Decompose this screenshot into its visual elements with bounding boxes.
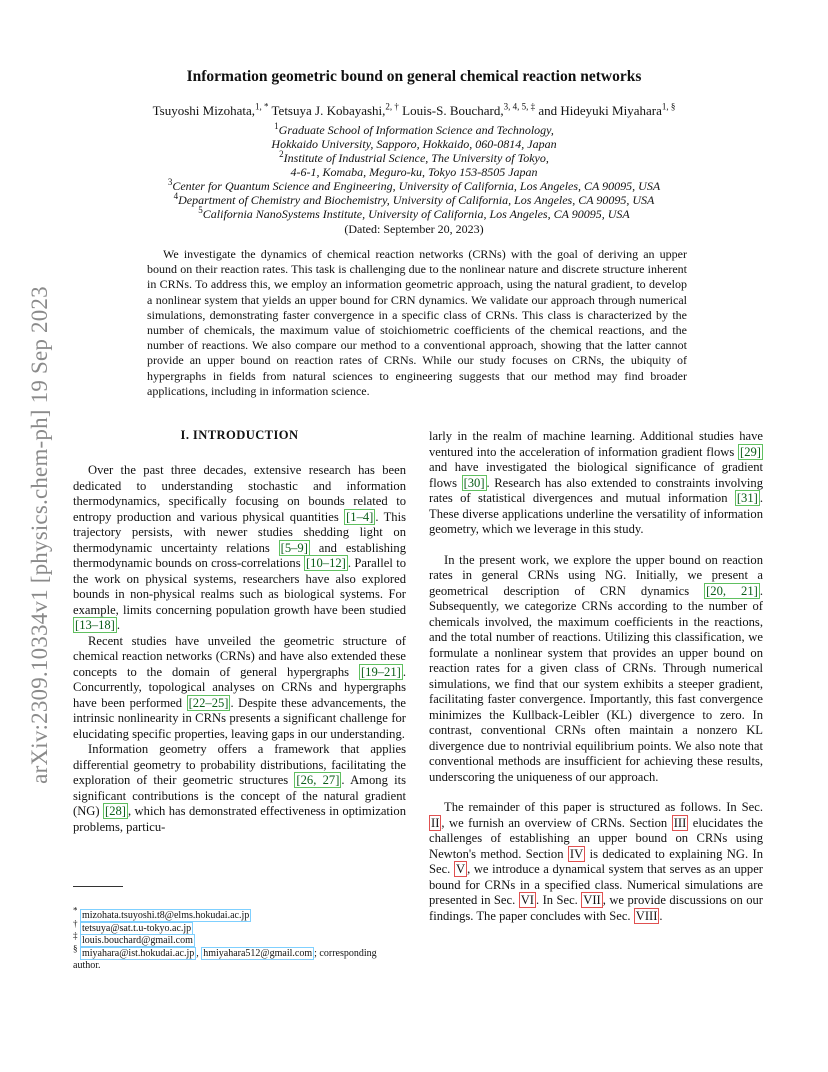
affiliation-line: 4-6-1, Komaba, Meguro-ku, Tokyo 153-8505 Japan	[290, 165, 538, 179]
citation-link[interactable]: [13–18]	[75, 618, 115, 632]
citation-link[interactable]: [20, 21]	[706, 583, 758, 598]
paragraph: Over the past three decades, extensive research has been dedicated to understanding stochastic and information thermodynamics, specifically focusing on bounds related to entropy production and various physical quantities [1–4] . This trajectory persists, with newer studies shedding light on thermodynamic uncertainty relations [5–9] and establishing thermodynamic bounds on cross-correlations [10–12] . Parallel to the work on physical systems, researchers have also explored bounds in non-physical realms such as biological systems. For example, limits concerning population growth have been studied [13–18] .	[73, 463, 406, 632]
email-link[interactable]: hmiyahara512@gmail.com	[203, 947, 313, 959]
affiliation-line: $^5$California NanoSystems Institute, University of California, Los Angeles, CA 90095, USA	[198, 205, 630, 221]
affiliation-line: $^2$Institute of Industrial Science, The University of Tokyo,	[279, 149, 549, 165]
affiliation-line: $^3$Center for Quantum Science and Engineering, University of California, Los Angeles, CA 90095, USA	[167, 177, 661, 193]
footnote: § miyahara@ist.hokudai.ac.jp , hmiyahara512@gmail.com ; corresponding author.	[73, 943, 377, 972]
paragraph: In the present work, we explore the upper bound on reaction rates in general CRNs using NG. Initially, we present a geometrical description of CRN dynamics [20, 21] . Subsequently, we categorize CRNs according to the number of chemicals involved, the maximum coefficients in the reactions, and the total number of reactions. Utilizing this classification, we formulate a nonlinear system that provides an upper bound on reaction rates for a given class of CRNs. Through numerical simulations, we find that our system exhibits a steeper gradient, facilitating faster convergence. Importantly, this fast convergence minimizes the Kullback-Leibler (KL) divergence to zero. In contrast, conventional CRNs often maintain a nonzero KL divergence due to nontrivial equilibrium points. We also note that conventional methods are insufficient for achieving these results, underscoring the uniqueness of our approach.	[429, 552, 763, 784]
citation-link[interactable]: [28]	[105, 804, 126, 818]
section-heading-introduction: I. INTRODUCTION	[180, 428, 299, 442]
author-name: Louis-S. Bouchard,	[402, 103, 504, 118]
citation-link[interactable]: [31]	[736, 491, 758, 505]
footnotes	[73, 905, 406, 973]
author-affil[interactable]: 1, §	[661, 101, 676, 112]
paragraph: Recent studies have unveiled the geometric structure of chemical reaction networks (CRNs) and have also extended these concepts to the domain of general hypergraphs [19–21] . Concurrently, topological analyses on CRNs and hypergraphs have been performed [22–25] . Despite these advancements, the intrinsic nonlinearity in CRNs presents a significant challenge for elucidating specific properties, leaving gaps in our understanding.	[73, 633, 406, 741]
email-link[interactable]: tetsuya@sat.t.u-tokyo.ac.jp	[82, 922, 192, 934]
section-link[interactable]: VIII	[635, 908, 658, 923]
email-link[interactable]: miyahara@ist.hokudai.ac.jp	[82, 947, 195, 959]
left-column	[73, 463, 406, 835]
author-name: Tsuyoshi Mizohata,	[152, 103, 255, 118]
section-link[interactable]: IV	[569, 846, 584, 861]
author-affil[interactable]: 1, *	[255, 101, 269, 112]
email-link[interactable]: louis.bouchard@gmail.com	[82, 935, 193, 947]
paragraph: The remainder of this paper is structured as follows. In Sec. II , we furnish an overview of CRNs. Section III elucidates the challenges of establishing an upper bound on CRNs using Newton's method. Section IV is dedicated to explaining NG. In Sec. V , we introduce a dynamical system that serves as an upper bound for CRNs in a specified class. Numerical simulations are presented in Sec. VI . In Sec. VII , we provide discussions on our findings. The paper concludes with Sec. VIII .	[429, 800, 764, 923]
citation-link[interactable]: [1–4]	[346, 509, 374, 524]
citation-link[interactable]: [22–25]	[188, 695, 229, 710]
right-column	[429, 429, 763, 924]
footnote-rule	[73, 886, 123, 887]
affiliation-list	[0, 123, 828, 236]
footnote: ‡ louis.bouchard@gmail.com	[73, 930, 193, 947]
section-link[interactable]: III	[673, 815, 687, 830]
paper-title: Information geometric bound on general chemical reaction networks	[186, 68, 642, 85]
author-name: and Hideyuki Miyahara	[538, 103, 662, 118]
arxiv-sidebar-stamp	[20, 240, 60, 830]
section-link[interactable]: II	[431, 815, 440, 830]
author-affil[interactable]: 3, 4, 5, ‡	[503, 101, 536, 112]
section-link[interactable]: VII	[583, 893, 601, 907]
citation-link[interactable]: [30]	[463, 475, 485, 490]
abstract-text: We investigate the dynamics of chemical reaction networks (CRNs) with the goal of deriving an upper bound on their reaction rates. This task is challenging due to the nonlinear nature and discrete structure inherent in CRNs. To address this, we employ an information geometric approach, using the natural gradient, to develop a nonlinear system that yields an upper bound for CRN dynamics. We validate our approach through numerical simulations, demonstrating faster convergence in a specific class of CRNs. This class is characterized by the number of chemicals, the maximum value of stoichiometric coefficients of the chemical reactions, and the number of reactions. We also compare our method to a conventional approach, showing that the latter cannot provide an upper bound on reaction rates of CRNs. While our study focuses on CRNs, the ubiquity of hypergraphs in fields from natural sciences to engineering suggests that our method may find broader applications, including in information science.	[147, 247, 687, 398]
email-link[interactable]: mizohata.tsuyoshi.t8@elms.hokudai.ac.jp	[82, 910, 250, 921]
abstract	[147, 247, 687, 399]
footnote: † tetsuya@sat.t.u-tokyo.ac.jp	[73, 918, 192, 934]
affiliation-line: $^1$Graduate School of Information Science and Technology,	[274, 121, 554, 137]
citation-link[interactable]: [19–21]	[360, 664, 401, 679]
dated-line: (Dated: September 20, 2023)	[344, 222, 484, 236]
arxiv-identifier: arXiv:2309.10334v1 [physics.chem-ph] 19 Sep 2023	[27, 286, 52, 784]
affiliation-line: $^4$Department of Chemistry and Biochemistry, University of California, Los Angeles, CA 90095, USA	[173, 191, 655, 207]
paragraph: Information geometry offers a framework that applies differential geometry to probability distributions, facilitating the exploration of their geometric structures [26, 27] . Among its significant contributions is the concept of the natural gradient (NG) [28] , which has demonstrated effectiveness in optimization problems, particu-	[73, 742, 406, 834]
author-name: Tetsuya J. Kobayashi,	[271, 103, 386, 118]
citation-link[interactable]: [29]	[740, 444, 761, 459]
paragraph: larly in the realm of machine learning. Additional studies have ventured into the acceleration of information gradient flows [29] and have investigated the biological significance of gradient flows [30] . Research has also extended to constraints involving rates of statistical divergences and mutual information [31] . These diverse applications underline the versatility of information geometry, which we leverage in this study.	[429, 429, 763, 536]
citation-link[interactable]: [26, 27]	[296, 773, 340, 787]
footnote: * mizohata.tsuyoshi.t8@elms.hokudai.ac.jp	[73, 905, 250, 921]
citation-link[interactable]: [10–12]	[305, 556, 346, 570]
author-affil[interactable]: 2, †	[385, 101, 399, 112]
section-link[interactable]: VI	[520, 893, 534, 907]
affiliation-line: Hokkaido University, Sapporo, Hokkaido, 060-0814, Japan	[271, 137, 557, 151]
section-link[interactable]: V	[455, 862, 466, 876]
citation-link[interactable]: [5–9]	[280, 540, 308, 555]
author-list	[0, 103, 828, 119]
